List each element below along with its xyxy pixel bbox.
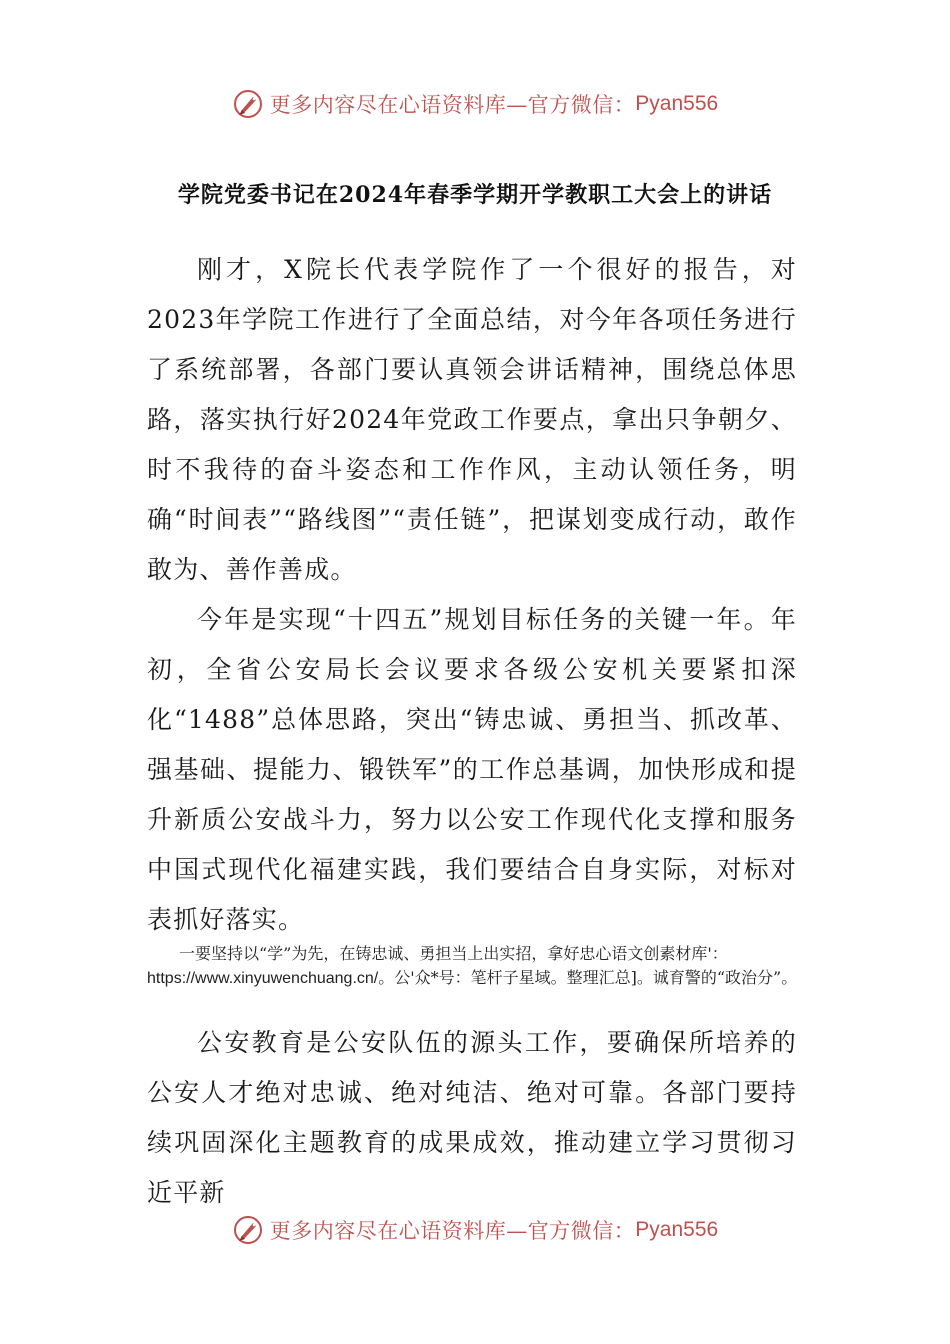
header-banner [0,84,950,124]
paragraph-text: 今年是实现“十四五”规划目标任务的关键一年。年初，全省公安局长会议要求各级公安机关要紧扣深化“1488”总体思路，突出“铸忠诚、勇担当、抓改革、强基础、提能力、锻铁军”的工作总基调，加快形成和提升新质公安战斗力，努力以公安工作现代化支撑和服务中国式现代化福建实践，我们要结合自身实际，对标对表抓好落实。 [147,605,797,934]
banner-text: 更多内容尽在心语资料库—官方微信： [269,93,636,117]
pen-nib-logo-icon [232,88,264,120]
paragraph-3 [147,1018,797,1218]
note-url: https://www.xinyuwenchuang.cn/ [147,970,379,987]
banner-wechat-id: Pyan556 [635,92,719,115]
paragraph-text: 公安教育是公安队伍的源头工作，要确保所培养的公安人才绝对忠诚、绝对纯洁、绝对可靠。各部门要持续巩固深化主题教育的成果成效，推动建立学习贯彻习近平新 [147,1028,797,1207]
paragraph-2 [147,595,797,945]
source-note [147,942,807,991]
paragraph-1 [147,245,797,595]
banner-wechat-id: Pyan556 [635,1218,719,1241]
document-title: 学院党委书记在2024年春季学期开学教职工大会上的讲话 [177,182,773,208]
banner-text: 更多内容尽在心语资料库—官方微信： [269,1219,636,1243]
paragraph-text: 刚才，X院长代表学院作了一个很好的报告，对2023年学院工作进行了全面总结，对今年各项任务进行了系统部署，各部门要认真领会讲话精神，围绕总体思路，落实执行好2024年党政工作要点，拿出只争朝夕、时不我待的奋斗姿态和工作作风，主动认领任务，明确“时间表”“路线图”“责任链”，把谋划变成行动，敢作敢为、善作善成。 [147,255,797,584]
footer-banner [0,1210,950,1250]
note-text-part1: 一要坚持以“学”为先，在铸忠诚、勇担当上出实招，拿好忠心语文创素材库'： [179,944,728,963]
note-text-part2: 。公'众*号：笔杆子星域。整理汇总]。诚育警的“政治分”。 [378,968,798,987]
pen-nib-logo-icon [232,1214,264,1246]
